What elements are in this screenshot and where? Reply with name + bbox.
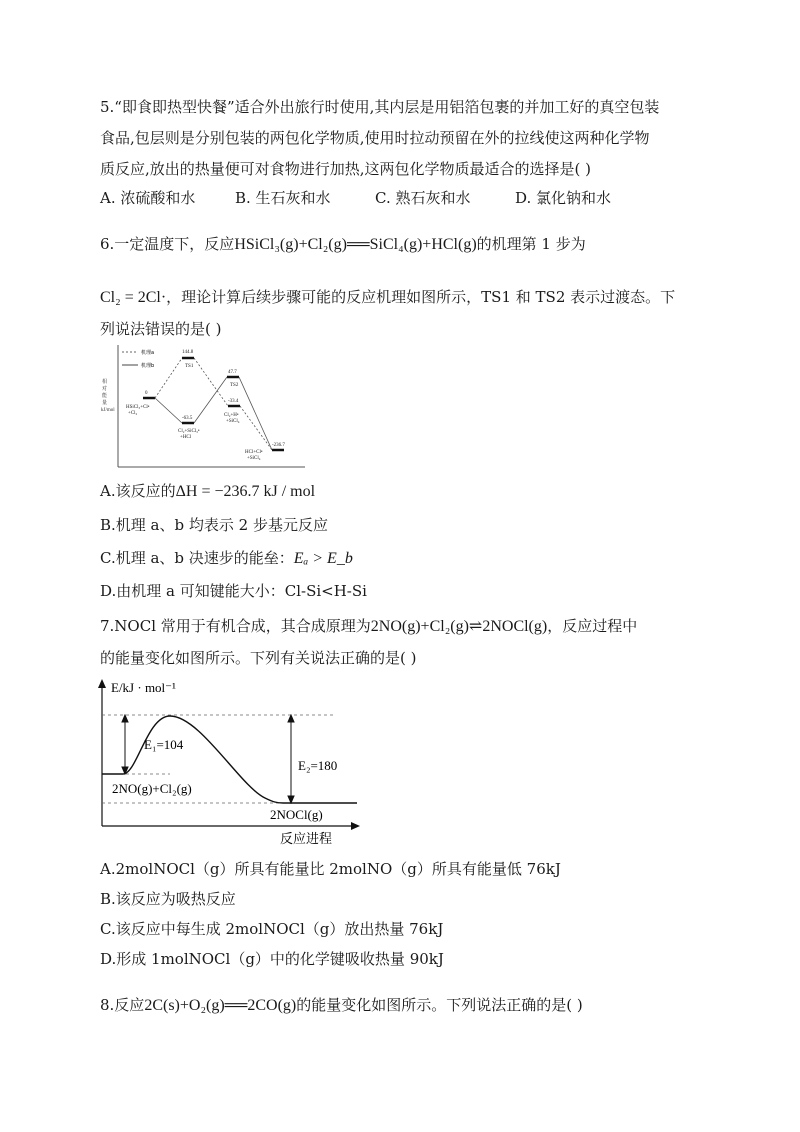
q6-path-a-1 [155,358,182,398]
q7-y-arrow [98,679,106,688]
q7-e1-arrow-top [122,715,128,722]
q6-option-a [100,480,315,501]
q5-line-2: 食品,包层则是分别包装的两包化学物质,使用时拉动预留在外的拉线使这两种化学物 [100,129,650,147]
q7-option-c: C.该反应中每生成 2molNOCl（g）放出热量 76kJ [100,920,444,938]
q6-species-start-1: +Cl₂ [128,411,138,416]
q6-step1: Cl₂ = 2Cl· [100,289,167,306]
q7-product-label: 2NOCl(g) [270,807,323,822]
q6-ylabel-4: kJ/mol [101,408,115,413]
q5-line-3: 质反应,放出的热量便可对食物进行加热,这两包化学物质最适合的选择是( ) [100,160,592,178]
q6-option-c [100,547,353,568]
q8-equation: 2C(s)+O₂(g)══2CO(g) [144,997,297,1014]
q5-option-d: D. 氯化钠和水 [515,189,612,207]
q7-energy-figure [95,676,370,848]
q7-line-2: 的能量变化如图所示。下列有关说法正确的是( ) [100,649,417,667]
q7-e2-arrow-bottom [288,796,294,803]
q6-legend-b: 机理b [141,363,155,369]
q6-value-ts1: 144.8 [182,350,194,355]
q6-energy-figure [100,343,310,473]
q6-option-c-prefix: C.机理 a、b 决速步的能垒： [100,549,294,567]
q7-equation: 2NO(g)+Cl₂(g)⇌2NOCl(g) [370,618,548,635]
q5-option-c: C. 熟石灰和水 [375,189,471,207]
q6-equation: HSiCl₃(g)+Cl₂(g)══SiCl₄(g)+HCl(g) [234,236,477,253]
q6-ylabel-2: 能 [102,394,108,399]
q6-value-mid: -63.5 [182,416,193,421]
q7-option-a: A.2molNOCl（g）所具有能量比 2molNO（g）所具有能量低 76kJ [100,860,561,878]
q6-path-b-3 [239,377,272,450]
q7-e1-label: E₁=104 [144,737,184,752]
q6-value-start: 0 [145,391,148,396]
q7-line-1 [100,615,637,636]
q6-line2-rest: ，理论计算后续步骤可能的反应机理如图所示，TS1 和 TS2 表示过渡态。下 [166,288,676,306]
q6-suffix: 的机理第 1 步为 [476,235,586,253]
q6-ylabel-1: 对 [102,387,108,392]
q6-option-d: D.由机理 a 可知键能大小：Cl-Si<H-Si [100,582,367,600]
q6-value-ts2: 47.7 [228,370,237,375]
q6-species-right-1: +SiCl₄ [226,419,240,424]
q6-option-a-equation: ΔH = −236.7 kJ / mol [175,483,316,500]
q6-line-3: 列说法错误的是( ) [100,320,222,338]
q8-prefix: 8.反应 [100,996,145,1014]
q5-options [100,187,611,208]
q6-species-right-0: Cl₂+H• [224,413,239,418]
q6-value-end: -236.7 [272,443,285,448]
q6-ylabel-3: 量 [102,401,108,406]
q7-suffix: ，反应过程中 [547,617,638,635]
q6-option-b: B.机理 a、b 均表示 2 步基元反应 [100,516,328,534]
q6-species-end-0: HCl+Cl• [245,450,263,455]
q6-ts1-label: TS1 [185,364,194,369]
q6-ts2-label: TS2 [230,383,239,388]
q7-xlabel: 反应进程 [280,831,333,846]
q7-reactant-label: 2NO(g)+Cl₂(g) [112,781,192,796]
q7-e2-arrow-top [288,715,294,722]
q6-prefix: 6.一定温度下，反应 [100,235,235,253]
q6-value-right: -33.4 [228,399,239,404]
q5-option-a: A. 浓硫酸和水 [100,189,196,207]
q6-option-a-prefix: A.该反应的 [100,482,176,500]
q6-option-c-equation: Eₐ > E_b [293,550,353,567]
q6-path-b-2 [194,377,227,423]
q8-suffix: 的能量变化如图所示。下列说法正确的是( ) [296,996,583,1014]
q7-ylabel: E/kJ · mol⁻¹ [111,680,176,695]
q5-option-b: B. 生石灰和水 [235,189,331,207]
q5-line-1: 5.“即食即热型快餐”适合外出旅行时使用,其内层是用铝箔包裹的并加工好的真空包装 [100,98,660,116]
q7-option-b: B.该反应为吸热反应 [100,890,236,908]
q7-e2-label: E₂=180 [298,758,338,773]
q6-ylabel-0: 相 [102,380,108,385]
q6-species-mid-1: +HCl [180,435,192,440]
q6-line-1 [100,233,586,254]
q7-prefix: 7.NOCl 常用于有机合成，其合成原理为 [100,617,371,635]
q6-species-mid-0: Cl₂+SiCl₃• [178,429,200,434]
q6-path-b-1 [155,398,182,423]
q6-legend-a: 机理a [141,350,155,356]
q6-species-end-1: +SiCl₄ [247,456,261,461]
q6-species-start-0: HSiCl₃+Cl• [126,405,150,410]
q6-line-2 [100,286,675,307]
q6-path-a-3 [240,406,272,450]
q8-line-1 [100,994,583,1015]
q7-x-arrow [351,822,360,830]
q7-option-d: D.形成 1molNOCl（g）中的化学键吸收热量 90kJ [100,950,444,968]
